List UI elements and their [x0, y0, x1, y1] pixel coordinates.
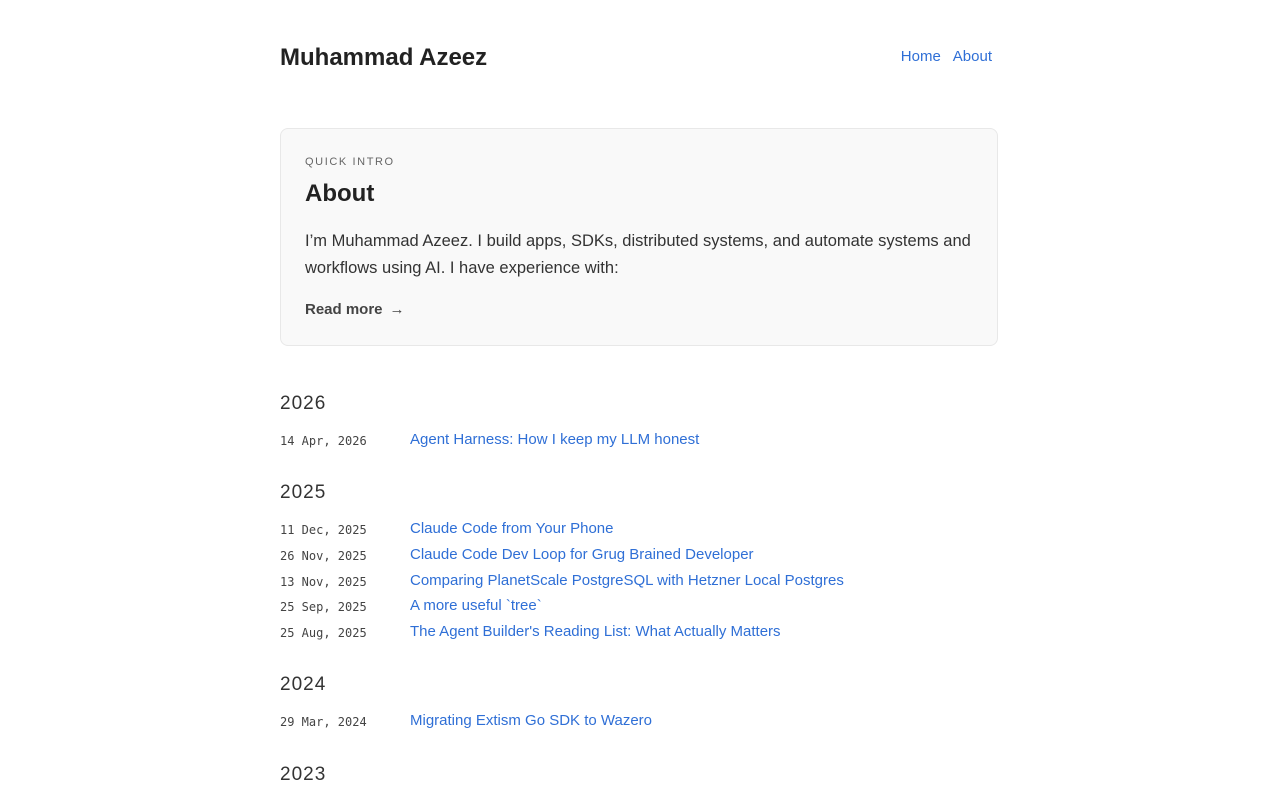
- intro-card: [280, 128, 998, 346]
- post-row: [280, 711, 1000, 733]
- post-date: 14 Apr, 2026: [280, 434, 367, 448]
- post-link[interactable]: Comparing PlanetScale PostgreSQL with Hetzner Local Postgres: [410, 572, 844, 589]
- intro-title: About: [305, 180, 375, 207]
- post-date: 13 Nov, 2025: [280, 575, 367, 589]
- post-row: [280, 430, 1000, 452]
- year-heading: 2023: [280, 764, 327, 785]
- post-link[interactable]: A more useful `tree`: [410, 597, 542, 614]
- read-more-label: Read more: [305, 301, 383, 318]
- intro-eyebrow: QUICK INTRO: [305, 156, 395, 168]
- nav-home-link[interactable]: Home: [900, 48, 941, 65]
- post-row: [280, 571, 1000, 593]
- post-date: 11 Dec, 2025: [280, 523, 367, 537]
- intro-text: I’m Muhammad Azeez. I build apps, SDKs, distributed systems, and automate systems and workflows using AI. I have experience with:: [305, 232, 971, 277]
- post-link[interactable]: The Agent Builder's Reading List: What Actually Matters: [410, 623, 781, 640]
- post-row: [280, 545, 1000, 567]
- arrow-right-icon: →: [389, 301, 405, 318]
- nav-about-link[interactable]: About: [952, 48, 992, 65]
- site-header: [280, 0, 1000, 128]
- post-row: [280, 596, 1000, 618]
- post-row: [280, 519, 1000, 541]
- read-more-link[interactable]: [305, 301, 405, 319]
- year-heading: 2025: [280, 482, 327, 503]
- post-date: 25 Aug, 2025: [280, 626, 367, 640]
- page: [280, 0, 1000, 785]
- site-title[interactable]: Muhammad Azeez: [280, 44, 488, 71]
- year-heading: 2026: [280, 393, 327, 414]
- post-link[interactable]: Claude Code from Your Phone: [410, 520, 614, 537]
- post-link[interactable]: Agent Harness: How I keep my LLM honest: [410, 431, 700, 448]
- post-date: 25 Sep, 2025: [280, 600, 367, 614]
- year-heading: 2024: [280, 674, 327, 695]
- main-nav: [901, 48, 992, 66]
- post-link[interactable]: Migrating Extism Go SDK to Wazero: [410, 712, 653, 729]
- post-date: 26 Nov, 2025: [280, 549, 367, 563]
- post-link[interactable]: Claude Code Dev Loop for Grug Brained Developer: [410, 546, 754, 563]
- post-row: [280, 622, 1000, 644]
- post-date: 29 Mar, 2024: [280, 715, 367, 729]
